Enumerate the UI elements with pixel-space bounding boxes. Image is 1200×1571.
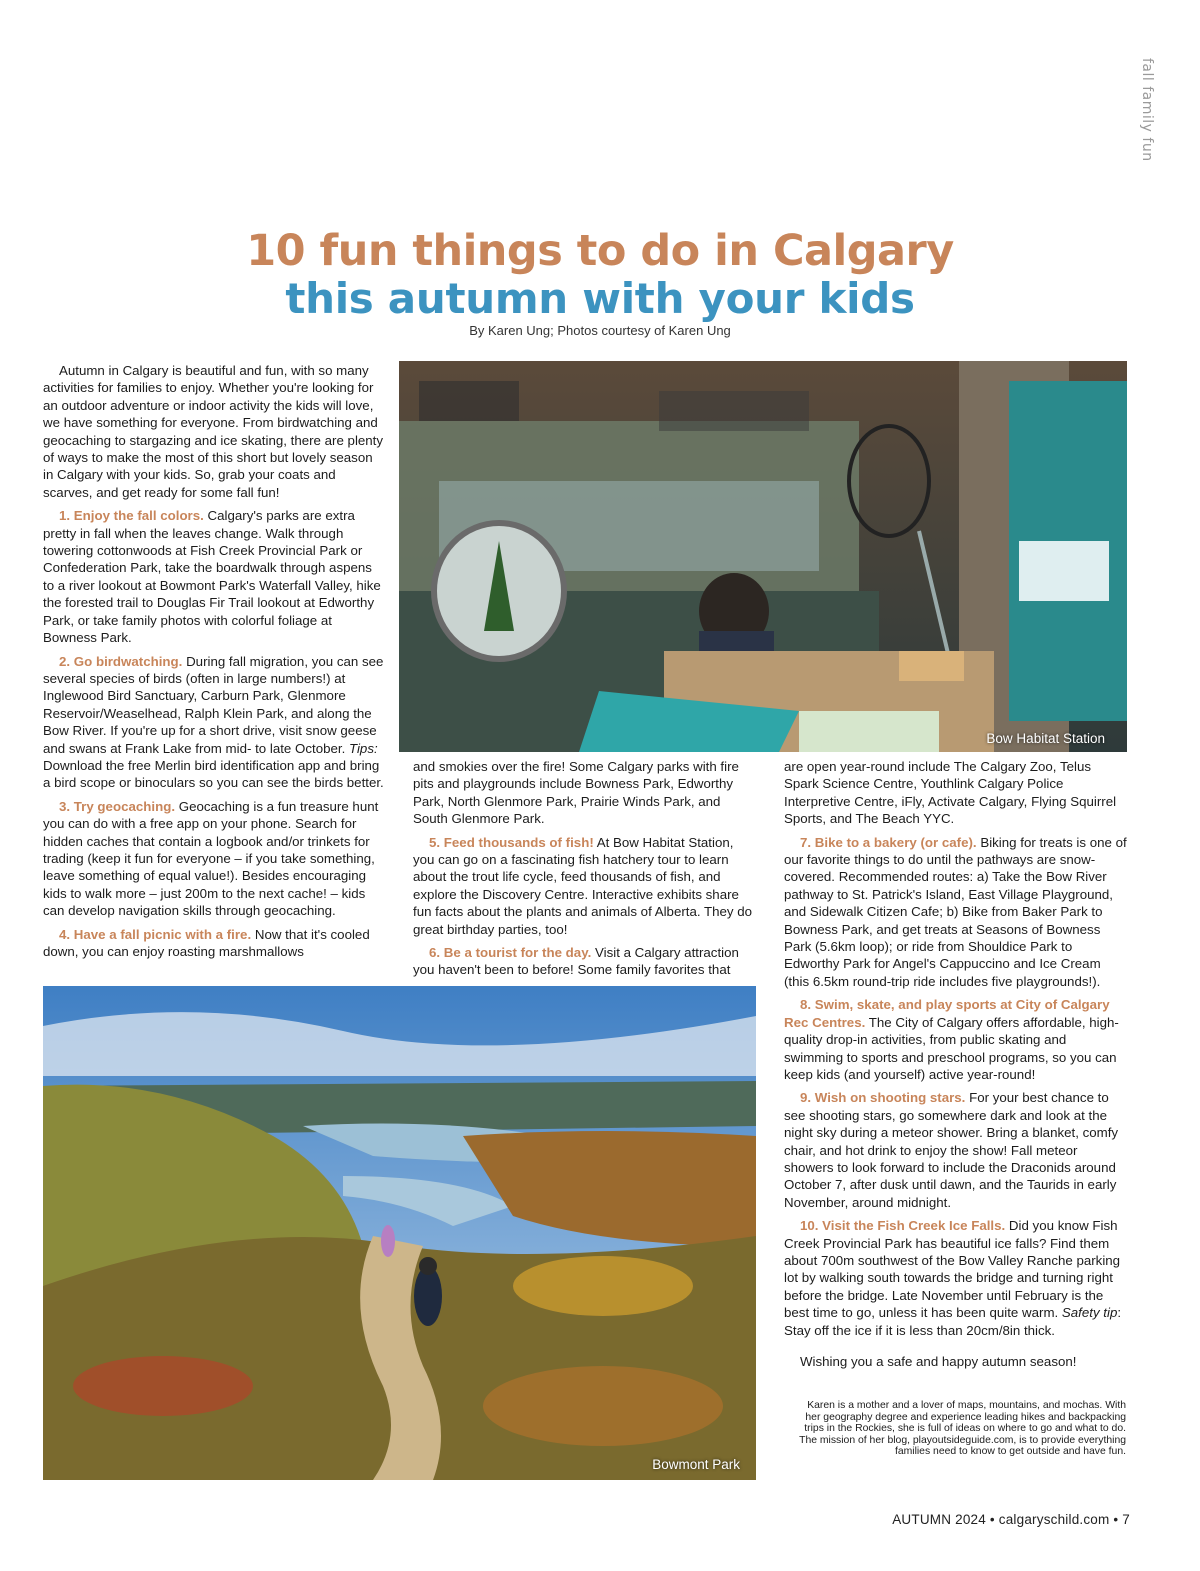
- item-5-body: At Bow Habitat Station, you can go on a fascinating fish hatchery tour to learn about the trout life cycle, feed thousands of fish, and explore the Discovery Centre. Interactive exhibits share fun facts about the plants and animals of Alberta. They do great birthday parties, too!: [413, 834, 753, 937]
- item-5: [413, 834, 757, 938]
- subhead: this autumn with your kids: [285, 274, 915, 323]
- author-bio: Karen is a mother and a lover of maps, mountains, and mochas. With her geography degree and experience leading hikes and backpacking trips in the Rockies, she is full of ideas on where to go and what to do. The mission of her blog, playoutsideguide.com, is to provide everything families need to know to get outside and have fun.: [799, 1400, 1126, 1458]
- item-10-body: Did you know Fish Creek Provincial Park has beautiful ice falls? Find them about 700m southwest of the Bow Valley Ranche parking lot by walking south towards the bridge and turning right before the bridge. Late November until February is the best time to go, unless it has been quite warm.: [784, 1218, 1121, 1321]
- intro-paragraph: Autumn in Calgary is beautiful and fun, with so many activities for families to enjoy. Whether you're looking for an outdoor adventure or indoor activity the kids will love, we have something for everyone. From birdwatching and geocaching to stargazing and ice skating, there are plenty of ways to make the most of this short but lovely season in Calgary with your kids. So, grab your coats and scarves, and get ready for some fall fun!: [43, 363, 384, 500]
- column-3: [784, 758, 1127, 1376]
- item-9-title: 9. Wish on shooting stars.: [800, 1090, 966, 1106]
- item-7-title: 7. Bike to a bakery (or cafe).: [800, 834, 977, 850]
- item-6-title: 6. Be a tourist for the day.: [429, 945, 592, 961]
- item-2-tips: Download the free Merlin bird identification app and bring a bird scope or binoculars so you can see the birds better.: [43, 757, 384, 791]
- item-4-title: 4. Have a fall picnic with a fire.: [59, 926, 252, 942]
- item-6: [413, 944, 757, 979]
- photo-bow-habitat-station: [399, 361, 1127, 752]
- item-3-body: Geocaching is a fun treasure hunt you can do with a free app on your phone. Search for hidden caches that contain a logbook and/or trinkets for trading (keep it fun for everyone – if you take something, leave something of equal value!). Besides encouraging kids to walk more – just 200m to the next cache! – kids can develop navigation skills through geocaching.: [43, 798, 379, 919]
- byline: By Karen Ung; Photos courtesy of Karen Ung: [469, 323, 731, 338]
- item-5-title: 5. Feed thousands of fish!: [429, 834, 594, 850]
- item-8-title: 8. Swim, skate, and play sports at City of Calgary Rec Centres.: [784, 997, 1110, 1030]
- item-10-tips-label: Safety tip: [1061, 1305, 1118, 1321]
- item-9: [784, 1089, 1127, 1211]
- headline: 10 fun things to do in Calgary: [246, 226, 954, 276]
- column-2: [413, 758, 757, 985]
- item-9-body: For your best chance to see shooting stars, go somewhere dark and look at the night sky during a meteor shower. Bring a blanket, comfy chair, and hot drink to enjoy the show! Fall meteor showers to look forward to include the Draconids around October 7, after dusk until dawn, and the Taurids in early November, around midnight.: [784, 1090, 1119, 1210]
- closing-line: Wishing you a safe and happy autumn season!: [800, 1354, 1077, 1369]
- photo-bow-habitat-image: [399, 361, 1127, 752]
- photo-top-caption: Bow Habitat Station: [986, 731, 1105, 746]
- item-6-body: Visit a Calgary attraction you haven't been to before! Some family favorites that: [413, 945, 739, 978]
- item-2-tips-label: Tips:: [348, 740, 378, 756]
- item-4-continued: and smokies over the fire! Some Calgary parks with fire pits and playgrounds include Bowness Park, Edworthy Park, North Glenmore Park, Prairie Winds Park, and South Glenmore Park.: [413, 759, 739, 827]
- item-2: [43, 653, 385, 792]
- item-3-title: 3. Try geocaching.: [59, 798, 176, 814]
- item-3: [43, 798, 385, 920]
- item-7: [784, 834, 1127, 991]
- item-1-body: Calgary's parks are extra pretty in fall when the leaves change. Walk through towering cottonwoods at Fish Creek Provincial Park or Confederation Park, take the boardwalk through aspens to a river lookout at Bowmont Park's Waterfall Valley, hike the forested trail to Douglas Fir Trail lookout at Edworthy Park, or take family photos with colorful foliage at Bowness Park.: [43, 508, 381, 646]
- item-2-title: 2. Go birdwatching.: [59, 653, 183, 669]
- item-4: [43, 926, 385, 961]
- item-7-body: Biking for treats is one of our favorite things to do until the pathways are snow-covered. Recommended routes: a) Take the Bow River pathway to St. Patrick's Island, East Village Playground, and Sidewalk Citizen Cafe; b) Bike from Baker Park to Bowness Park, and get treats at Seasons of Bowness Park (5.6km loop); or ride from Shouldice Park to Edworthy Park for Angel's Cappuccino and Ice Cream (this 6.5km round-trip ride includes five playgrounds!).: [784, 834, 1127, 989]
- photo-bottom-caption: Bowmont Park: [652, 1457, 740, 1472]
- photo-bowmont-park: [43, 986, 756, 1480]
- item-10: [784, 1217, 1127, 1339]
- item-10-tips: : Stay off the ice if it is less than 20cm/8in thick.: [784, 1305, 1122, 1338]
- page-folio: AUTUMN 2024 • calgaryschild.com • 7: [892, 1512, 1130, 1527]
- item-2-body: During fall migration, you can see several species of birds (often in large numbers!) at Inglewood Bird Sanctuary, Carburn Park, Glenmore Reservoir/Weaselhead, Ralph Klein Park, and along the Bow River. If you're up for a short drive, visit snow geese and swans at Frank Lake from mid- to late October.: [43, 653, 384, 756]
- column-1: [43, 362, 385, 966]
- item-8: [784, 996, 1127, 1083]
- item-10-title: 10. Visit the Fish Creek Ice Falls.: [800, 1218, 1006, 1234]
- item-1-title: 1. Enjoy the fall colors.: [59, 508, 204, 524]
- section-tab: fall family fun: [1139, 58, 1155, 162]
- item-8-body: The City of Calgary offers affordable, high-quality drop-in activities, from public skating and swimming to sports and preschool programs, so you can keep kids (and yourself) active year-round!: [784, 1014, 1119, 1082]
- item-6-continued: are open year-round include The Calgary Zoo, Telus Spark Science Centre, Youthlink Calgary Police Interpretive Centre, iFly, Activate Calgary, Flying Squirrel Sports, and The Beach YYC.: [784, 759, 1117, 827]
- photo-bowmont-park-image: [43, 986, 756, 1480]
- item-4-body: Now that it's cooled down, you can enjoy roasting marshmallows: [43, 926, 370, 959]
- item-1: [43, 507, 385, 646]
